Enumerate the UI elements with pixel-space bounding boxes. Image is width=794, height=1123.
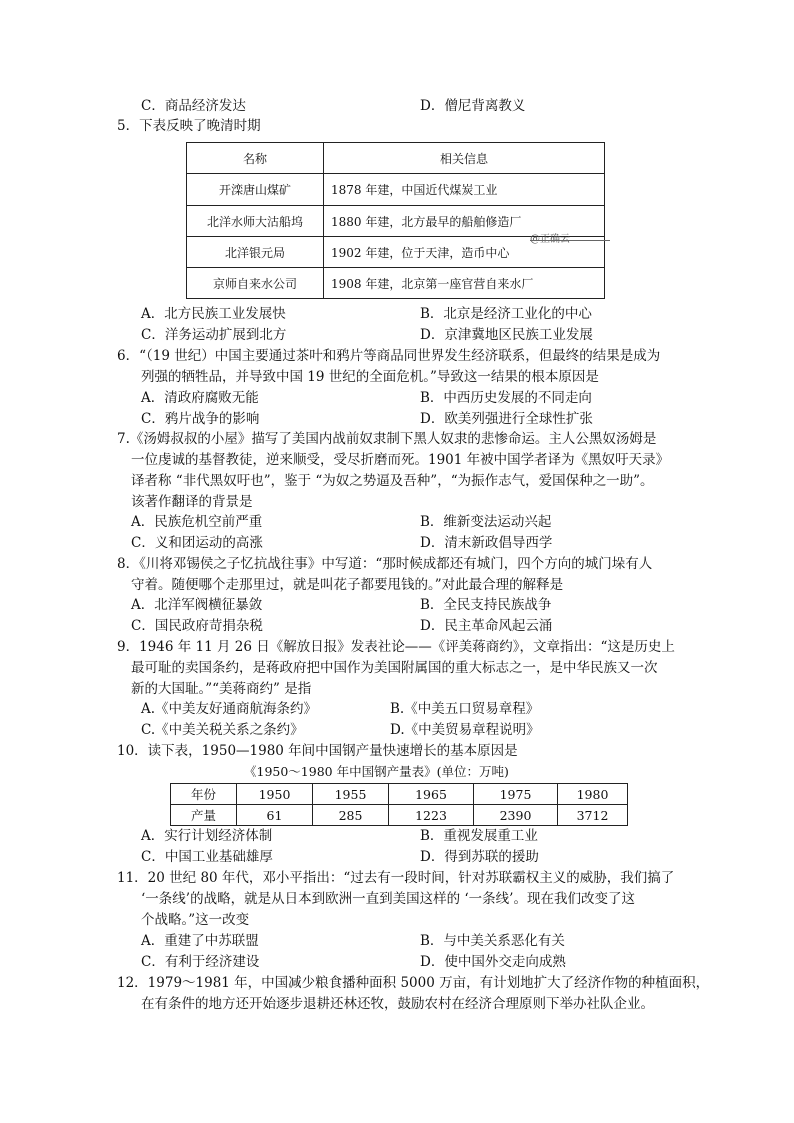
q7-stem-line-3: 译者称 “非代黑奴吁也”，鉴于 “为奴之势逼及吾种”，“为振作志气，爱国保种之一助”。 [131,473,654,489]
q9-option-d: D.《中美贸易章程说明》 [390,722,540,738]
table-cell: 1878 年建，中国近代煤炭工业 [324,174,605,206]
q9-option-b: B.《中美五口贸易章程》 [390,701,540,717]
q6-stem-line-1: 6．“（19 世纪）中国主要通过茶叶和鸦片等商品同世界发生经济联系，但最终的结果是成为 [117,348,661,364]
q8-option-a: A．北洋军阀横征暴敛 [131,597,263,613]
table-cell: 1965 [389,784,474,805]
table-cell: 1980 [558,784,628,805]
q5-option-a: A．北方民族工业发展快 [141,306,286,322]
q11-option-c: C．有利于经济建设 [141,954,260,970]
q7-option-b: B．维新变法运动兴起 [420,514,552,530]
q8-option-b: B．全民支持民族战争 [420,597,552,613]
table-cell: 北洋水师大沽船坞 [187,206,324,237]
q5-option-b: B．北京是经济工业化的中心 [420,306,592,322]
q10-steel-table [170,783,628,826]
q7-option-d: D．清末新政倡导西学 [420,535,553,551]
table-row-output [171,805,628,826]
q6-option-d: D．欧美列强进行全球性扩张 [420,411,593,427]
q7-stem-line-4: 该著作翻译的背景是 [131,494,253,510]
q8-stem-line-2: 守着。随便哪个走那里过，就是叫花子都要甩钱的。”对此最合理的解释是 [131,577,564,593]
table-cell: 北洋银元局 [187,237,324,268]
q6-option-b: B．中西历史发展的不同走向 [420,390,592,406]
table-cell: 1902 年建，位于天津，造币中心 [324,237,605,268]
q5-stem: 5．下表反映了晚清时期 [117,118,261,134]
table-cell: 2390 [474,805,558,826]
table-cell: 61 [237,805,313,826]
table-row-label: 产量 [171,805,237,826]
table-header-cell: 相关信息 [324,143,605,174]
q11-option-a: A．重建了中苏联盟 [141,933,259,949]
q10-option-a: A．实行计划经济体制 [141,828,273,844]
table-cell: 3712 [558,805,628,826]
watermark-underline [530,240,610,241]
q5-option-c: C．洋务运动扩展到北方 [141,327,287,343]
q4-option-c: C．商品经济发达 [141,98,246,114]
q7-stem-line-1: 7.《汤姆叔叔的小屋》描写了美国内战前奴隶制下黑人奴隶的悲惨命运。主人公黑奴汤姆是 [117,431,657,447]
q5-info-table [186,142,605,299]
q7-option-c: C．义和团运动的高涨 [131,535,263,551]
table-cell: 1880 年建，北方最早的船舶修造厂 [324,206,605,237]
q11-option-b: B．与中美关系恶化有关 [420,933,565,949]
table-cell: 1908 年建，北京第一座官营自来水厂 [324,268,605,299]
q9-option-c: C.《中美关税关系之条约》 [141,722,304,738]
table-cell: 285 [313,805,389,826]
q11-stem-line-1: 11．20 世纪 80 年代，邓小平指出：“过去有一段时间，针对苏联霸权主义的威胁，我们搞了 [117,870,675,886]
table-cell: 1955 [313,784,389,805]
q10-option-d: D．得到苏联的援助 [420,849,539,865]
q8-option-c: C．国民政府苛捐杂税 [131,618,263,634]
q6-option-c: C．鸦片战争的影响 [141,411,260,427]
q10-option-c: C．中国工业基础雄厚 [141,849,273,865]
table-cell: 京师自来水公司 [187,268,324,299]
q11-stem-line-3: 个战略。”这一改变 [141,912,250,928]
q7-stem-line-2: 一位虔诚的基督教徒，逆来顺受，受尽折磨而死。1901 年被中国学者译为《黑奴吁天录》 [131,452,670,468]
q5-option-d: D．京津冀地区民族工业发展 [420,327,593,343]
q8-option-d: D．民主革命风起云涌 [420,618,553,634]
q11-option-d: D．使中国外交走向成熟 [420,954,566,970]
table-row-label: 年份 [171,784,237,805]
q12-stem-line-1: 12．1979～1981 年，中国减少粮食播种面积 5000 万亩，有计划地扩大了经济作物的种植面积， [117,975,710,991]
q11-stem-line-2: ‘一条线’的战略，就是从日本到欧洲一直到美国这样的 ‘一条线’。现在我们改变了这 [141,891,635,907]
table-cell: 1223 [389,805,474,826]
q4-option-d: D．僧尼背离教义 [420,98,526,114]
q10-table-caption: 《1950～1980 年中国钢产量表》(单位：万吨) [244,764,509,779]
q9-stem-line-1: 9．1946 年 11 月 26 日《解放日报》发表社论——《评美蒋商约》，文章指出：“这是历史上 [117,639,675,655]
q9-option-a: A.《中美友好通商航海条约》 [141,701,318,717]
watermark [530,230,570,245]
q9-stem-line-2: 最可耻的卖国条约，是蒋政府把中国作为美国附属国的重大标志之一，是中华民族又一次 [131,660,658,676]
q7-option-a: A．民族危机空前严重 [131,514,263,530]
table-header-row [187,143,605,174]
q10-stem: 10．读下表，1950—1980 年间中国钢产量快速增长的基本原因是 [117,743,518,759]
table-cell: 开滦唐山煤矿 [187,174,324,206]
q10-option-b: B．重视发展重工业 [420,828,538,844]
table-cell: 1975 [474,784,558,805]
q6-option-a: A．清政府腐败无能 [141,390,259,406]
table-cell: 1950 [237,784,313,805]
q9-stem-line-3: 新的大国耻。”“美蒋商约” 是指 [131,681,312,697]
table-row [187,174,605,206]
q12-stem-line-2: 在有条件的地方还开始逐步退耕还林还牧，鼓励农村在经济合理原则下举办社队企业。 [141,996,654,1012]
q6-stem-line-2: 列强的牺牲品，并导致中国 19 世纪的全面危机。”导致这一结果的根本原因是 [141,369,599,385]
table-row-year [171,784,628,805]
table-header-cell: 名称 [187,143,324,174]
q8-stem-line-1: 8．《川将邓锡侯之子忆抗战往事》中写道：“那时候成都还有城门，四个方向的城门垛有人 [117,556,653,572]
table-row [187,268,605,299]
